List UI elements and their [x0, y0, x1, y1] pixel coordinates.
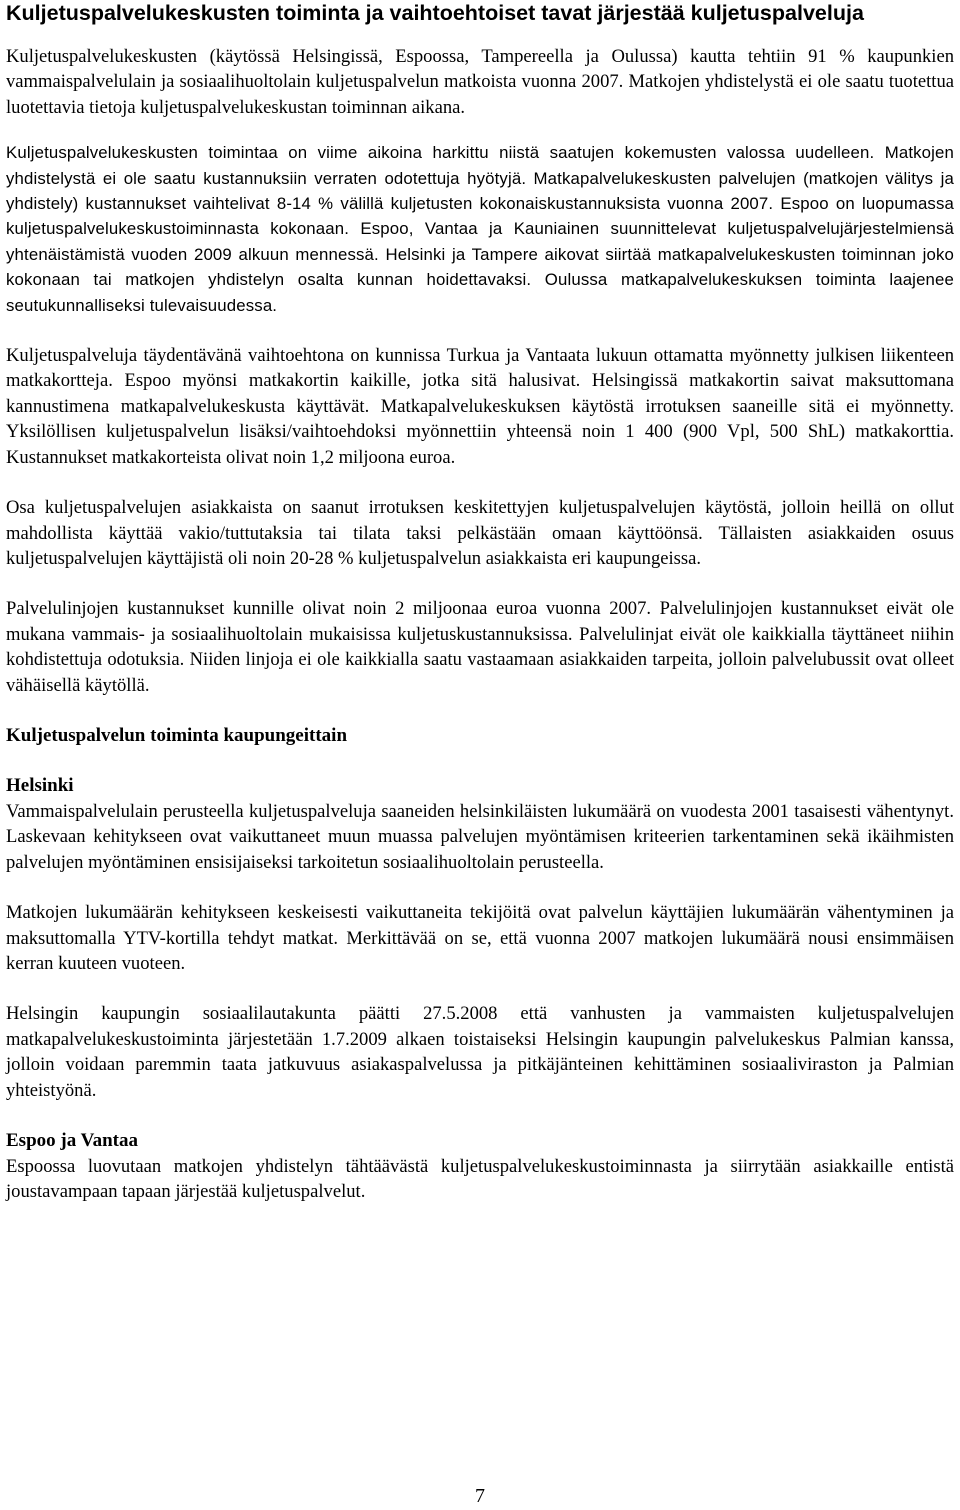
page-number: 7 — [475, 1485, 485, 1507]
document-page — [6, 0, 954, 1230]
paragraph-service-centers-intro: Kuljetuspalvelukeskusten (käytössä Helsingissä, Espoossa, Tampereella ja Oulussa) kautta tehtiin 91 % kaupunkien vammaispalvelulain ja sosiaalihuoltolain kuljetuspalvelun matkoista vuonna 2007. Matkojen yhdistelystä ei ole saatu tuotettua luotettavia tietoja kuljetuspalvelukeskustan toiminnan aikana. — [6, 46, 954, 118]
paragraph-helsinki-recipients: Vammaispalvelulain perusteella kuljetuspalveluja saaneiden helsinkiläisten lukumäärä on vuodesta 2001 tasaisesti vähentynyt. Laskevaan kehitykseen ovat vaikuttaneet muun muassa palvelujen myöntämisen kriteerien tarkentaminen sekä ikäihmisten palvelujen myöntäminen ensisijaiseksi tarkoitetun sosiaalihuoltolain perusteella. — [6, 800, 954, 873]
subheading-helsinki: Helsinki — [6, 774, 74, 796]
paragraph-exemptions: Osa kuljetuspalvelujen asiakkaista on saanut irrotuksen keskitettyjen kuljetuspalvelujen käytöstä, jolloin heillä on ollut mahdollista käyttää vakio/tuttutaksia tai tilata taksi pelkästään omaan käyttöönsä. Tällaisten asiakkaiden osuus kuljetuspalvelujen käyttäjistä oli noin 20-28 % kuljetuspalvelun asiakkaista eri kaupungeissa. — [6, 497, 954, 569]
paragraph-service-lines: Palvelulinjojen kustannukset kunnille olivat noin 2 miljoonaa euroa vuonna 2007. Palvelulinjojen kustannukset eivät ole mukana vammais- ja sosiaalihuoltolain mukaisissa kuljetuskustannuksissa. Palvelulinjat eivät ole kaikkialla täyttäneet niihin kohdistettuja odotuksia. Niiden linjoja ei ole kaikkialla saatu vastaamaan asiakkaiden tarpeita, jolloin palvelubussit ovat olleet vähäisellä käytöllä. — [6, 598, 954, 696]
subheading-espoo-vantaa: Espoo ja Vantaa — [6, 1130, 138, 1151]
paragraph-helsinki-trip-count: Matkojen lukumäärän kehitykseen keskeisesti vaikuttaneita tekijöitä ovat palvelun käyttäjien lukumäärän vähentyminen ja maksuttomalla YTV-kortilla tehdyt matkat. Merkittävää on se, että vuonna 2007 matkojen lukumäärä nousi ensimmäisen kerran kuuteen vuoteen. — [6, 902, 954, 974]
paragraph-travel-cards: Kuljetuspalveluja täydentävänä vaihtoehtona on kunnissa Turkua ja Vantaata lukuun ottamatta myönnetty julkisen liikenteen matkakortteja. Espoo myönsi matkakortin kaikille, jotka sitä halusivat. Helsingissä matkakortin saivat maksuttomana kannustimena matkapalvelukeskusta käyttävät. Matkapalvelukeskuksen käytöstä irrotuksen saaneille sitä ei myönnetty. Yksilöllisen kuljetuspalvelun lisäksi/vaihtoehdoksi myönnettiin yhteensä noin 1 400 (900 Vpl, 500 ShL) matkakorttia. Kustannukset matkakorteista olivat noin 1,2 miljoona euroa. — [6, 345, 954, 468]
section-heading-by-city: Kuljetuspalvelun toiminta kaupungeittain — [6, 724, 348, 746]
paragraph-service-centers-reconsidered: Kuljetuspalvelukeskusten toimintaa on viime aikoina harkittu niistä saatujen kokemusten valossa uudelleen. Matkojen yhdistelystä ei ole saatu kustannuksiin verraten odotettuja hyötyjä. Matkapalvelukeskusten palvelujen (matkojen välitys ja yhdistely) kustannukset vaihtelivat 8-14 % välillä kuljetusten kokonaiskustannuksista vuonna 2007. Espoo on luopumassa kuljetuspalvelukeskustoiminnasta kokonaan. Espoo, Vantaa ja Kauniainen suunnittelevat kuljetuspalvelujärjestelmiensä yhtenäistämistä vuoden 2009 alkuun mennessä. Helsinki ja Tampere aikovat siirtää matkapalvelukeskusten toiminnan joko kokonaan tai matkojen yhdistelyn osalta kunnan hoidettavaksi. Oulussa matkapalvelukeskuksen toiminta laajenee seutukunnalliseksi tulevaisuudessa. — [6, 143, 954, 315]
paragraph-espoo: Espoossa luovutaan matkojen yhdistelyn tähtäävästä kuljetuspalvelukeskustoiminnasta ja siirrytään asiakkaille entistä joustavampaan tapaan järjestää kuljetuspalvelut. — [6, 1156, 954, 1203]
paragraph-helsinki-palmia: Helsingin kaupungin sosiaalilautakunta päätti 27.5.2008 että vanhusten ja vammaisten kuljetuspalvelujen matkapalvelukeskustoiminta järjestetään 1.7.2009 alkaen toistaiseksi Helsingin kaupungin palvelukeskus Palmian kanssa, jolloin voidaan paremmin taata jatkuvuus asiakaspalvelussa ja pitkäjänteinen kehittäminen sosiaaliviraston ja Palmian yhteistyönä. — [6, 1003, 954, 1101]
document-title: Kuljetuspalvelukeskusten toiminta ja vaihtoehtoiset tavat järjestää kuljetuspalveluja — [6, 1, 864, 25]
